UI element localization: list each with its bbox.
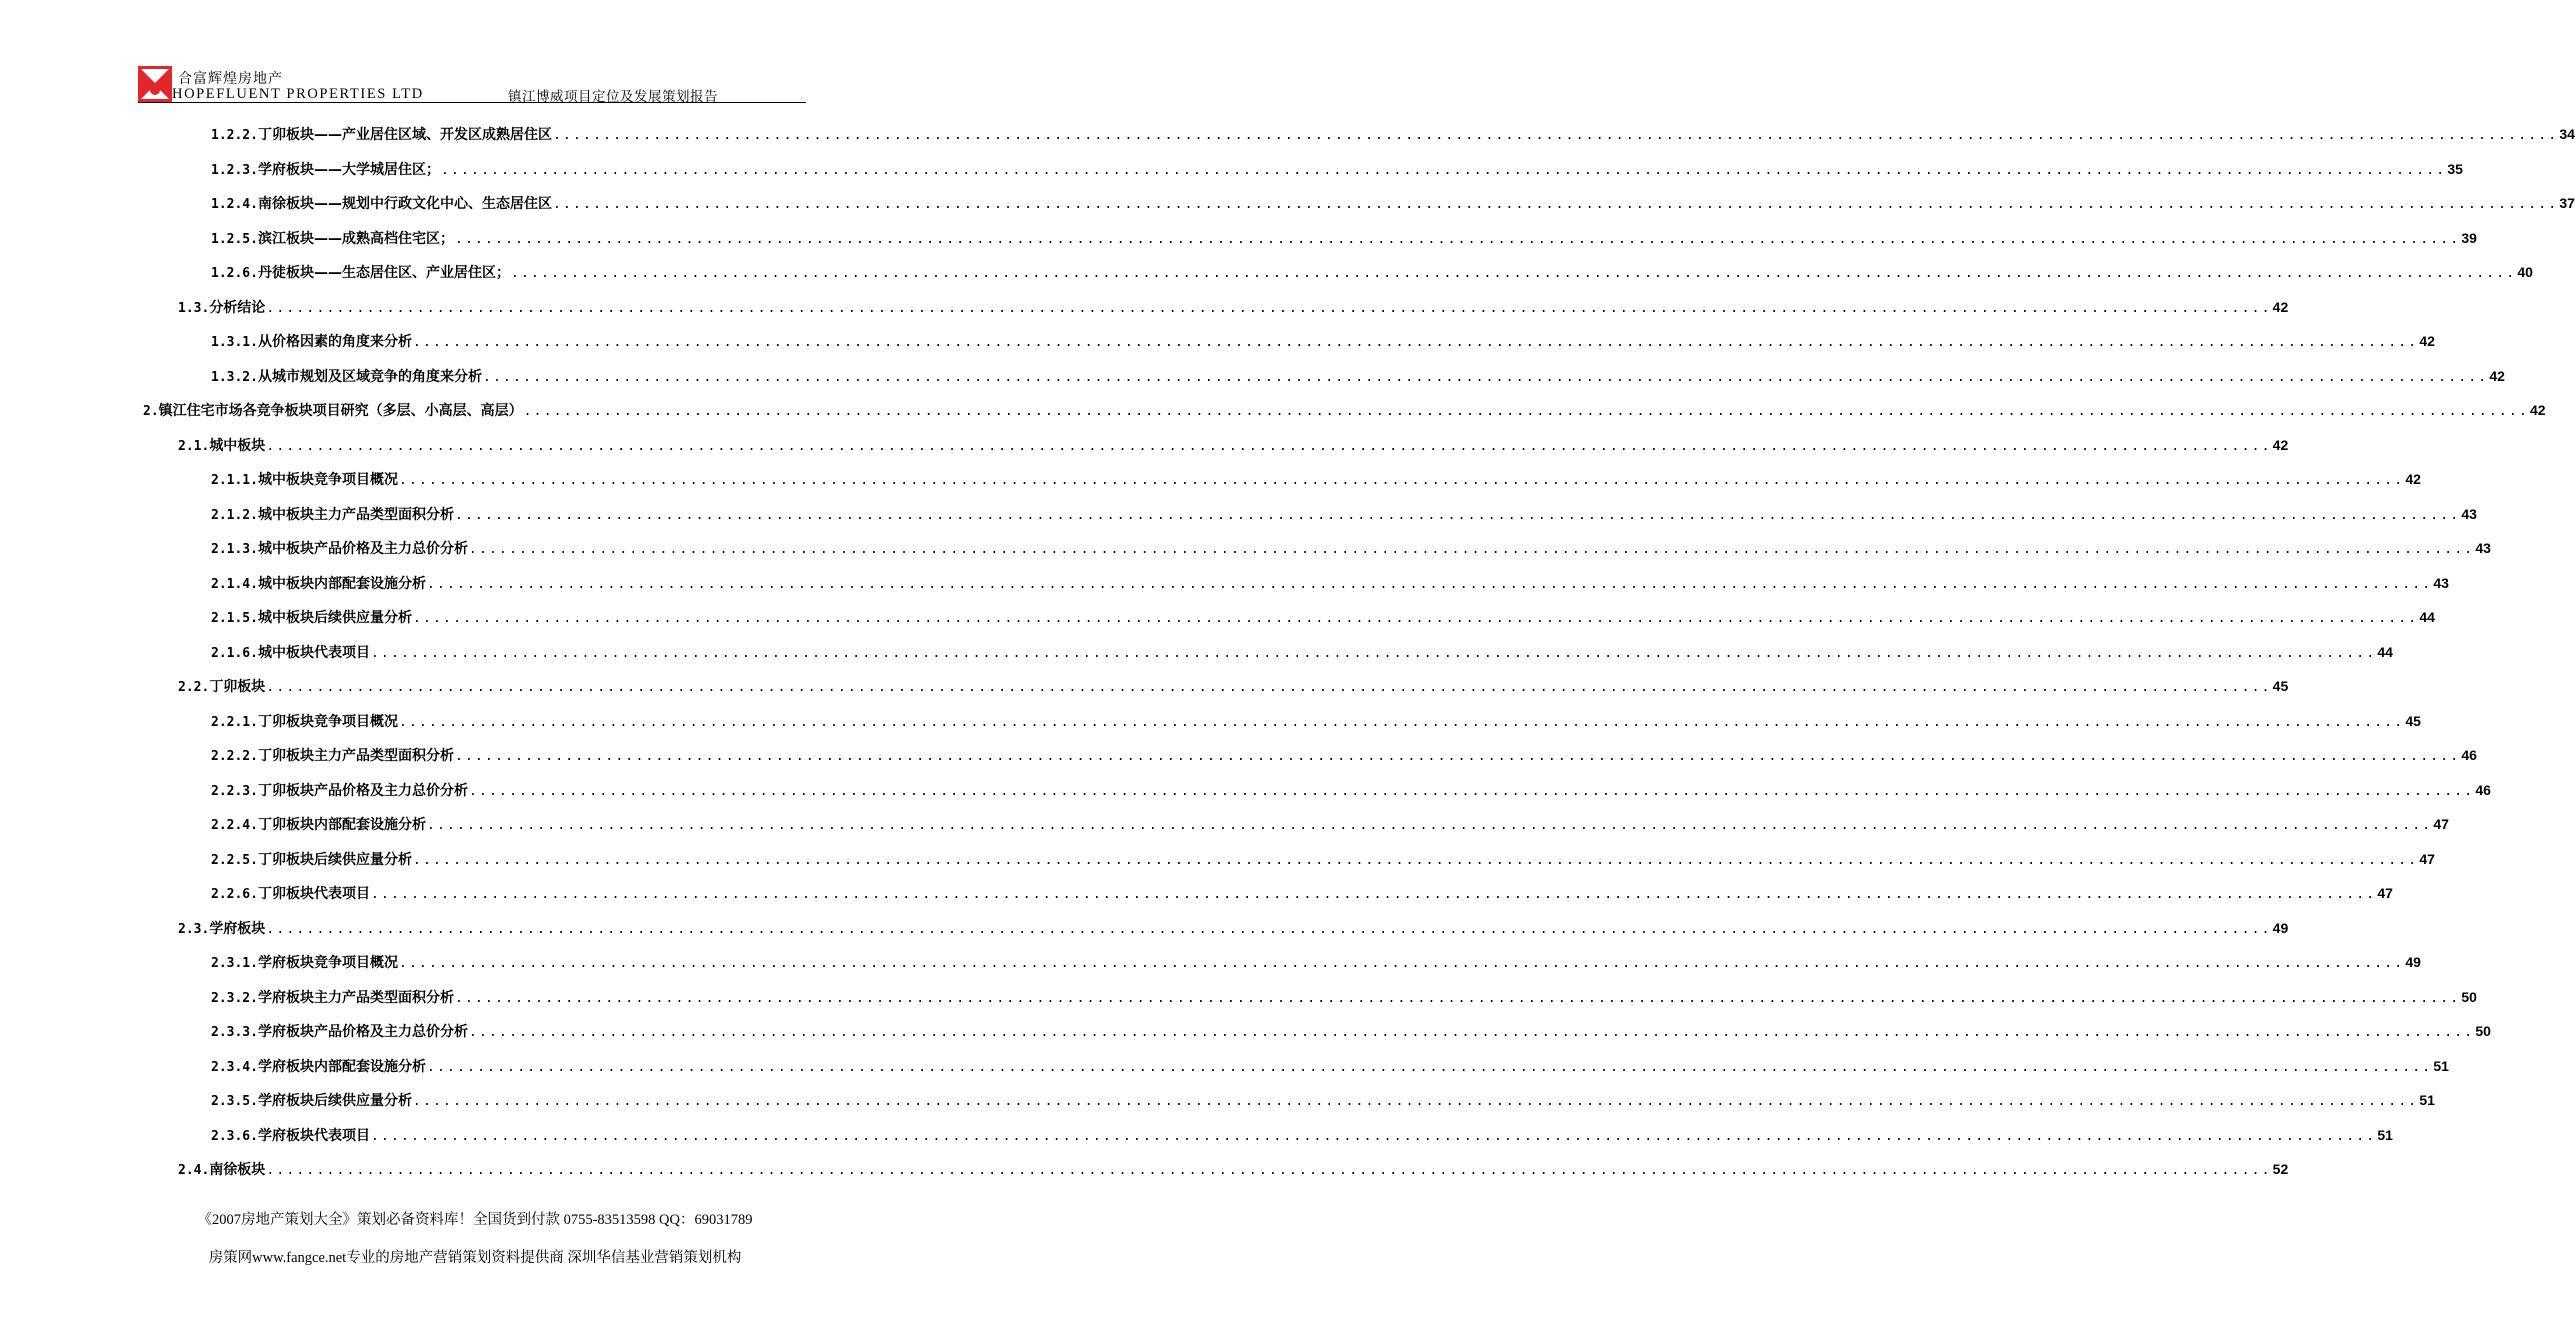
toc-entry-title: 丹徒板块——生态居住区、产业居住区； <box>257 265 510 281</box>
footer-line-1: 《2007房地产策划大全》策划必备资料库！全国货到付款 0755-83513598 QQ：69031789 <box>197 1212 753 1228</box>
toc-entry[interactable] <box>211 469 2421 493</box>
toc-dot-leader: ........................................................................................................................................................................................................ <box>266 1163 2272 1178</box>
toc-entry-title: 滨江板块——成熟高档住宅区； <box>257 230 454 247</box>
toc-dot-leader: ........................................................................................................................................................................................................ <box>552 128 2559 143</box>
toc-entry[interactable] <box>211 331 2435 355</box>
toc-entry-number: 2.4. <box>178 1163 210 1178</box>
toc-entry-title: 丁卯板块 <box>209 679 266 695</box>
toc-entry-title: 丁卯板块产品价格及主力总价分析 <box>257 782 468 799</box>
toc-dot-leader: ........................................................................................................................................................................................................ <box>398 714 2405 730</box>
toc-entry[interactable] <box>211 745 2477 769</box>
toc-entry-page: 47 <box>2377 885 2393 901</box>
toc-entry-number: 2.3.3. <box>211 1025 258 1040</box>
company-name-cn: 合富辉煌房地产 <box>178 71 283 87</box>
toc-entry-number: 2.3.5. <box>211 1094 258 1109</box>
toc-entry-number: 2.1.1. <box>211 473 258 488</box>
toc-entry[interactable] <box>211 228 2477 252</box>
toc-entry-number: 2. <box>143 404 159 419</box>
toc-entry[interactable] <box>178 918 2289 942</box>
toc-entry-title: 城中板块内部配套设施分析 <box>257 575 426 592</box>
toc-dot-leader: ........................................................................................................................................................................................................ <box>398 473 2405 488</box>
toc-entry-number: 2.2.2. <box>211 749 258 764</box>
toc-entry[interactable] <box>211 1021 2491 1045</box>
toc-entry-title: 学府板块 <box>209 920 266 937</box>
toc-entry[interactable] <box>211 366 2505 390</box>
toc-entry-page: 43 <box>2475 540 2491 556</box>
toc-dot-leader: ........................................................................................................................................................................................................ <box>412 335 2419 350</box>
toc-entry-page: 42 <box>2530 402 2546 418</box>
toc-entry[interactable] <box>178 1159 2289 1183</box>
toc-entry-number: 1.2.6. <box>211 266 258 281</box>
toc-entry-title: 学府板块——大学城居住区； <box>257 161 440 178</box>
toc-entry-page: 43 <box>2433 574 2449 591</box>
company-name-en: HOPEFLUENT PROPERTIES LTD <box>172 86 424 102</box>
toc-entry[interactable] <box>211 573 2449 597</box>
toc-dot-leader: ........................................................................................................................................................................................................ <box>468 1025 2475 1040</box>
toc-entry-title: 学府板块主力产品类型面积分析 <box>257 989 454 1006</box>
toc-entry[interactable] <box>211 124 2575 148</box>
toc-entry-number: 2.3.1. <box>211 956 258 971</box>
toc-entry-number: 2.1.2. <box>211 507 258 523</box>
toc-dot-leader: ........................................................................................................................................................................................................ <box>454 231 2461 247</box>
header-divider <box>138 102 806 103</box>
toc-entry[interactable] <box>211 849 2435 873</box>
toc-entry-page: 45 <box>2272 678 2289 694</box>
toc-entry-title: 学府板块产品价格及主力总价分析 <box>257 1024 468 1040</box>
toc-entry-title: 丁卯板块代表项目 <box>257 886 370 902</box>
toc-entry-number: 2.1.6. <box>211 645 258 661</box>
toc-entry[interactable] <box>178 676 2289 700</box>
toc-entry-page: 51 <box>2433 1057 2449 1074</box>
toc-entry-number: 2.1. <box>178 438 210 454</box>
toc-dot-leader: ........................................................................................................................................................................................................ <box>454 507 2461 523</box>
toc-dot-leader: ........................................................................................................................................................................................................ <box>454 749 2461 764</box>
toc-entry[interactable] <box>211 780 2491 804</box>
toc-entry-page: 34 <box>2559 126 2575 142</box>
company-logo-icon <box>138 66 172 102</box>
toc-entry-title: 南徐板块——规划中行政文化中心、生态居住区 <box>257 196 552 212</box>
toc-dot-leader: ........................................................................................................................................................................................................ <box>552 197 2559 212</box>
toc-entry-page: 43 <box>2461 505 2477 522</box>
toc-entry-number: 2.3.2. <box>211 990 258 1006</box>
toc-entry-number: 1.3.1. <box>211 335 258 350</box>
toc-entry[interactable] <box>211 1056 2449 1080</box>
toc-dot-leader: ........................................................................................................................................................................................................ <box>426 576 2433 592</box>
toc-entry-page: 50 <box>2475 1023 2491 1039</box>
toc-entry-page: 42 <box>2272 436 2289 453</box>
toc-entry-number: 2.3.4. <box>211 1059 258 1075</box>
footer-line-2: 房策网www.fangce.net专业的房地产营销策划资料提供商 深圳华信基业营销策划机构 <box>208 1250 742 1266</box>
toc-entry-title: 南徐板块 <box>209 1162 266 1178</box>
toc-dot-leader: ........................................................................................................................................................................................................ <box>468 542 2475 557</box>
toc-dot-leader: ........................................................................................................................................................................................................ <box>266 680 2272 695</box>
toc-entry-number: 2.2.1. <box>211 714 258 730</box>
toc-entry-title: 城中板块主力产品类型面积分析 <box>257 506 454 523</box>
toc-dot-leader: ........................................................................................................................................................................................................ <box>454 990 2461 1006</box>
toc-dot-leader: ........................................................................................................................................................................................................ <box>412 611 2419 626</box>
toc-entry-title: 城中板块产品价格及主力总价分析 <box>257 541 468 557</box>
toc-dot-leader: ........................................................................................................................................................................................................ <box>370 645 2377 661</box>
toc-entry-page: 51 <box>2377 1126 2393 1143</box>
toc-entry-title: 丁卯板块内部配套设施分析 <box>257 817 426 833</box>
toc-entry-page: 51 <box>2419 1092 2435 1108</box>
toc-entry-number: 2.1.4. <box>211 576 258 592</box>
toc-entry-number: 1.2.3. <box>211 162 258 178</box>
toc-entry-title: 学府板块后续供应量分析 <box>257 1093 412 1109</box>
toc-entry-page: 49 <box>2405 954 2421 970</box>
toc-entry-number: 1.2.4. <box>211 197 258 212</box>
toc-entry[interactable] <box>211 1125 2393 1149</box>
toc-entry-page: 42 <box>2272 298 2289 315</box>
toc-dot-leader: ........................................................................................................................................................................................................ <box>266 921 2272 937</box>
toc-dot-leader: ........................................................................................................................................................................................................ <box>266 300 2272 316</box>
toc-entry-title: 城中板块后续供应量分析 <box>257 610 412 626</box>
toc-entry[interactable] <box>211 1090 2435 1114</box>
toc-entry-title: 丁卯板块竞争项目概况 <box>257 713 398 730</box>
toc-entry-title: 丁卯板块后续供应量分析 <box>257 851 412 868</box>
toc-entry[interactable] <box>211 952 2421 976</box>
toc-dot-leader: ........................................................................................................................................................................................................ <box>266 438 2272 454</box>
toc-entry[interactable] <box>211 504 2477 528</box>
toc-dot-leader: ........................................................................................................................................................................................................ <box>412 1094 2419 1109</box>
toc-entry-page: 37 <box>2559 195 2575 211</box>
toc-dot-leader: ........................................................................................................................................................................................................ <box>426 818 2433 833</box>
toc-dot-leader: ........................................................................................................................................................................................................ <box>482 369 2489 385</box>
toc-entry-page: 44 <box>2377 643 2393 660</box>
toc-entry-title: 丁卯板块——产业居住区域、开发区成熟居住区 <box>257 127 552 143</box>
toc-entry-number: 1.2.5. <box>211 231 258 247</box>
toc-entry-title: 学府板块代表项目 <box>257 1127 370 1144</box>
toc-entry-number: 1.2.2. <box>211 128 258 143</box>
toc-dot-leader: ........................................................................................................................................................................................................ <box>398 956 2405 971</box>
toc-entry[interactable] <box>178 435 2289 459</box>
toc-entry-page: 42 <box>2405 471 2421 487</box>
toc-entry[interactable] <box>178 297 2289 321</box>
toc-entry[interactable] <box>211 159 2463 183</box>
toc-entry-page: 44 <box>2419 609 2435 625</box>
toc-entry[interactable] <box>211 883 2393 907</box>
toc-dot-leader: ........................................................................................................................................................................................................ <box>426 1059 2433 1075</box>
toc-entry-title: 城中板块竞争项目概况 <box>257 472 398 488</box>
toc-entry-number: 2.2.3. <box>211 783 258 799</box>
toc-entry-page: 45 <box>2405 712 2421 729</box>
toc-entry-number: 2.2. <box>178 680 210 695</box>
toc-entry[interactable] <box>211 987 2477 1011</box>
toc-entry-page: 35 <box>2447 160 2463 177</box>
toc-entry[interactable] <box>143 400 2546 424</box>
toc-dot-leader: ........................................................................................................................................................................................................ <box>370 887 2377 902</box>
toc-entry-title: 学府板块内部配套设施分析 <box>257 1058 426 1075</box>
toc-entry-title: 分析结论 <box>209 299 266 316</box>
toc-entry-page: 46 <box>2461 747 2477 763</box>
toc-entry-number: 2.2.4. <box>211 818 258 833</box>
page-header <box>138 66 806 104</box>
toc-entry-number: 2.3.6. <box>211 1128 258 1144</box>
toc-dot-leader: ........................................................................................................................................................................................................ <box>440 162 2447 178</box>
toc-entry-number: 1.3.2. <box>211 369 258 385</box>
toc-entry-number: 2.1.5. <box>211 611 258 626</box>
toc-entry-page: 52 <box>2272 1161 2289 1177</box>
toc-dot-leader: ........................................................................................................................................................................................................ <box>412 852 2419 868</box>
report-title: 镇江博威项目定位及发展策划报告 <box>508 89 718 105</box>
toc-entry-page: 49 <box>2272 919 2289 936</box>
toc-entry-title: 从城市规划及区域竞争的角度来分析 <box>257 368 482 385</box>
toc-entry-title: 城中板块 <box>209 437 266 454</box>
toc-entry-page: 46 <box>2475 781 2491 798</box>
toc-entry-number: 2.2.5. <box>211 852 258 868</box>
toc-entry[interactable] <box>211 607 2435 631</box>
toc-entry-page: 42 <box>2489 367 2505 384</box>
toc-dot-leader: ........................................................................................................................................................................................................ <box>370 1128 2377 1144</box>
toc-entry-title: 城中板块代表项目 <box>257 644 370 661</box>
toc-entry-page: 42 <box>2419 333 2435 349</box>
toc-entry-title: 学府板块竞争项目概况 <box>257 955 398 971</box>
toc-entry-number: 2.2.6. <box>211 887 258 902</box>
toc-entry-page: 50 <box>2461 988 2477 1005</box>
toc-entry[interactable] <box>211 538 2491 562</box>
toc-entry[interactable] <box>211 642 2393 666</box>
toc-entry-title: 丁卯板块主力产品类型面积分析 <box>257 748 454 764</box>
toc-entry-page: 40 <box>2517 264 2533 280</box>
toc-entry-page: 47 <box>2433 816 2449 832</box>
toc-entry-number: 2.3. <box>178 921 210 937</box>
toc-entry-page: 47 <box>2419 850 2435 867</box>
toc-entry-number: 1.3. <box>178 300 210 316</box>
toc-entry-title: 从价格因素的角度来分析 <box>257 334 412 350</box>
toc-entry-page: 39 <box>2461 229 2477 246</box>
toc-entry[interactable] <box>211 262 2533 286</box>
toc-entry[interactable] <box>211 814 2449 838</box>
toc-entry[interactable] <box>211 711 2421 735</box>
toc-dot-leader: ........................................................................................................................................................................................................ <box>510 266 2517 281</box>
toc-entry[interactable] <box>211 193 2575 217</box>
toc-dot-leader: ........................................................................................................................................................................................................ <box>468 783 2475 799</box>
toc-entry-number: 2.1.3. <box>211 542 258 557</box>
toc-entry-title: 镇江住宅市场各竞争板块项目研究（多层、小高层、高层） <box>158 403 523 419</box>
toc-dot-leader: ........................................................................................................................................................................................................ <box>523 404 2529 419</box>
